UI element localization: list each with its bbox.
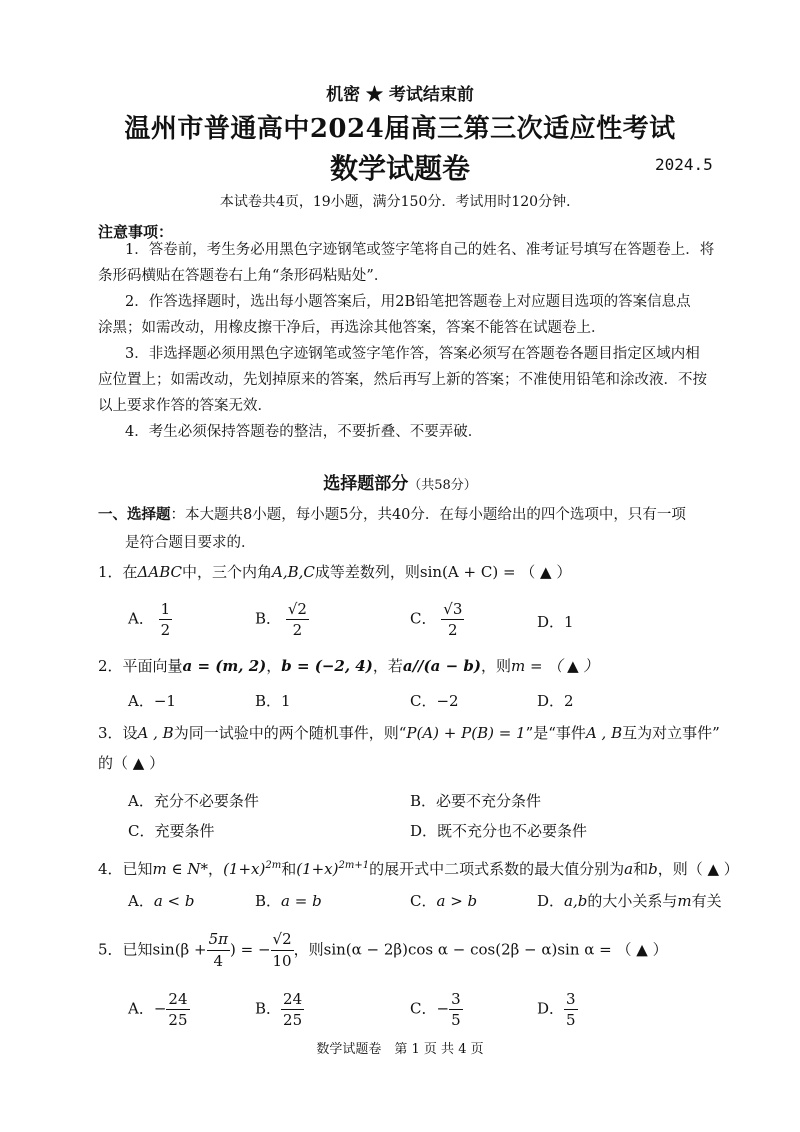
- q2-condition: a//(a − b): [402, 657, 481, 675]
- q4-option-c: [410, 890, 477, 911]
- q3-stem-b: 为同一试验中的两个随机事件，则“: [173, 724, 407, 742]
- q5-sin: sin(β +: [152, 940, 207, 959]
- q3-expr: P(A) + P(B) = 1: [406, 724, 526, 742]
- question-1-stem: [98, 563, 571, 582]
- q3-events: A , B: [137, 724, 174, 742]
- q4-expansion-2-exp: 2m+1: [338, 860, 370, 871]
- q4-option-c-math: a > b: [436, 892, 478, 910]
- q1-stem-b: 中，三个内角: [182, 563, 273, 581]
- q1-triangle: ΔABC: [137, 563, 182, 581]
- question-5-stem: [98, 930, 668, 971]
- q1-stem-c: 成等差数列，则: [314, 563, 420, 581]
- q5-eq: ) = −: [229, 940, 271, 959]
- q2-stem-b: ，若: [372, 657, 403, 675]
- exam-info: 本试卷共4页，19小题，满分150分．考试用时120分钟．: [219, 194, 581, 210]
- question-3-stem: [98, 724, 720, 743]
- q5-option-c-label: C．: [410, 999, 437, 1018]
- q4-option-d-m: m: [677, 892, 692, 910]
- note-2-line-1: 2．作答选择题时，选出每小题答案后，用2B铅笔把答题卷上对应题目选项的答案信息点: [125, 294, 691, 310]
- page-footer: 数学试题卷 第 1 页 共 4 页: [316, 1042, 484, 1057]
- q1-option-b: [255, 600, 309, 639]
- q4-option-c-label: C．: [410, 892, 437, 910]
- q2-stem-a: 2．平面向量: [98, 657, 183, 675]
- q1-option-b-fraction: [286, 600, 309, 639]
- q5-option-a-label: A．: [128, 999, 154, 1018]
- q5-f1-den: 4: [207, 950, 230, 971]
- q4-option-a-label: A．: [128, 892, 154, 910]
- q5-option-b-fraction: [281, 990, 304, 1029]
- q5-f1-num: 5π: [208, 930, 228, 948]
- q4-stem-c: 和: [281, 860, 297, 878]
- q1-b-num: √2: [287, 600, 307, 618]
- q1-c-num: √3: [443, 600, 463, 618]
- q1-stem-a: 1．在: [98, 563, 138, 581]
- q5-option-d: [537, 990, 578, 1029]
- q4-option-b-math: a = b: [281, 892, 322, 910]
- q5-expr: sin(α − 2β)cos α − cos(2β − α)sin α = （ ▲ ）: [323, 940, 668, 959]
- q1-option-a-label: A．: [128, 609, 154, 628]
- q2-stem-c: ，则: [480, 657, 511, 675]
- q1-expr: sin(A + C) = （ ▲ ）: [419, 563, 572, 581]
- note-1-line-1: 1．答卷前，考生务必用黑色字迹钢笔或签字笔将自己的姓名、准考证号填写在答题卷上．将: [125, 242, 715, 258]
- q4-var-b: b: [648, 860, 658, 878]
- q2-option-b: B．1: [255, 692, 291, 710]
- q1-b-den: 2: [286, 619, 309, 639]
- q5-option-b-label: B．: [255, 999, 282, 1018]
- note-2-line-2: 涂黑；如需改动，用橡皮擦干净后，再选涂其他答案，答案不能答在试题卷上．: [98, 320, 606, 336]
- section-subtitle: （共58分）: [408, 478, 477, 493]
- q5-c-den: 5: [451, 1011, 461, 1029]
- q5-f2-num: √2: [272, 930, 292, 948]
- exam-date: 2024.5: [655, 155, 713, 174]
- q4-option-b-label: B．: [255, 892, 282, 910]
- q2-option-c: C．−2: [410, 692, 459, 710]
- question-4-stem: [98, 856, 739, 879]
- section-title-text: 选择题部分: [323, 474, 409, 494]
- q3-stem-a: 3．设: [98, 724, 138, 742]
- q5-option-a-sign: −: [153, 999, 167, 1018]
- q1-option-c-label: C．: [410, 609, 437, 628]
- q1-option-a-fraction: [159, 600, 173, 639]
- q4-option-d: [537, 890, 722, 911]
- q4-var-a: a: [624, 860, 634, 878]
- q4-expansion-1-exp: 2m: [265, 860, 282, 871]
- q5-stem-b: ，则: [293, 940, 324, 959]
- part1-label: 一、选择题: [98, 506, 171, 523]
- q1-option-c-fraction: [441, 600, 464, 639]
- q5-option-d-fraction: [564, 990, 578, 1029]
- note-3-line-3: 以上要求作答的答案无效．: [98, 398, 272, 414]
- notes-title: 注意事项：: [98, 223, 174, 241]
- q5-option-c-fraction: [449, 990, 463, 1029]
- question-3-stem-line-2: 的（ ▲ ）: [98, 754, 165, 772]
- q1-c-den: 2: [441, 619, 464, 639]
- q5-fraction-1: [207, 930, 230, 971]
- q4-stem-f: ，则（ ▲ ）: [657, 860, 739, 878]
- q2-option-a: A．−1: [128, 692, 176, 710]
- q3-events-2: A , B: [585, 724, 623, 742]
- q4-option-a: [128, 890, 195, 911]
- part1-text: ：本大题共8小题，每小题5分，共40分．在每小题给出的四个选项中，只有一项: [170, 507, 686, 523]
- part1-instructions-line-2: 是符合题目要求的．: [125, 535, 256, 551]
- exam-title: 温州市普通高中2024届高三第三次适应性考试: [124, 114, 676, 144]
- q4-stem-b: ，: [208, 860, 224, 878]
- q5-f2-den: 10: [271, 950, 294, 971]
- q4-option-d-math: a,b: [564, 892, 588, 910]
- note-3-line-1: 3．非选择题必须用黑色字迹钢笔或签字笔作答，答案必须写在答题卷各题目指定区域内相: [125, 346, 700, 362]
- q4-option-d-text: 的大小关系与: [587, 892, 678, 910]
- q1-option-a: [128, 600, 172, 639]
- q1-a-den: 2: [160, 621, 171, 639]
- q5-option-c-sign: −: [436, 999, 450, 1018]
- q4-expansion-2: (1+x): [296, 860, 339, 878]
- q3-option-d: D．既不充分也不必要条件: [410, 822, 588, 840]
- q2-option-d: D．2: [537, 692, 574, 710]
- q5-a-num: 24: [168, 990, 188, 1008]
- paper-title: 数学试题卷: [329, 152, 470, 185]
- q5-option-a: [128, 990, 190, 1029]
- q4-stem-e: 和: [633, 860, 649, 878]
- q1-angles: A,B,C: [272, 563, 315, 581]
- q3-stem-d: 互为对立事件”: [622, 724, 720, 742]
- note-4: 4．考生必须保持答题卷的整洁，不要折叠、不要弄破．: [125, 424, 483, 440]
- q2-vector-b: b = (−2, 4): [281, 657, 373, 675]
- q4-expansion-1: (1+x): [223, 860, 266, 878]
- q2-vector-a: a = (m, 2): [182, 657, 267, 675]
- q4-option-b: [255, 890, 322, 911]
- confidential-label: 机密 ★ 考试结束前: [326, 85, 474, 105]
- q5-d-num: 3: [566, 990, 576, 1008]
- q3-option-a: A．充分不必要条件: [128, 792, 259, 810]
- q4-option-d-label: D．: [537, 892, 565, 910]
- q4-option-d-text-2: 有关: [691, 892, 722, 910]
- q4-stem-a: 4．已知: [98, 860, 153, 878]
- q3-option-b: B．必要不充分条件: [410, 792, 542, 810]
- q5-option-d-label: D．: [537, 999, 565, 1018]
- q1-a-num: 1: [160, 600, 171, 618]
- q2-sep: ，: [266, 657, 282, 675]
- part1-instructions-line-1: [98, 505, 686, 525]
- q5-c-num: 3: [451, 990, 461, 1008]
- section-title: [0, 469, 800, 494]
- q5-b-num: 24: [283, 990, 303, 1008]
- note-1-line-2: 条形码横贴在答题卷右上角“条形码粘贴处”．: [98, 268, 389, 284]
- q3-stem-c: ”是“事件: [525, 724, 586, 742]
- q5-b-den: 25: [283, 1011, 303, 1029]
- q4-stem-d: 的展开式中二项式系数的最大值分别为: [369, 860, 625, 878]
- q5-option-b: [255, 990, 304, 1029]
- q5-a-den: 25: [168, 1011, 188, 1029]
- q5-d-den: 5: [566, 1011, 576, 1029]
- q4-m-in-n: m ∈ N*: [152, 860, 209, 878]
- question-2-stem: [98, 657, 598, 676]
- q1-option-c: [410, 600, 464, 639]
- q5-fraction-2: [271, 930, 294, 971]
- q1-option-d: D．1: [537, 613, 574, 631]
- q5-option-a-fraction: [166, 990, 189, 1029]
- q3-option-c: C．充要条件: [128, 822, 215, 840]
- q5-stem-a: 5．已知: [98, 940, 153, 959]
- q5-option-c: [410, 990, 463, 1029]
- q1-option-b-label: B．: [255, 609, 282, 628]
- q2-stem-d: m = （ ▲ ）: [510, 657, 599, 675]
- q4-option-a-math: a < b: [153, 892, 195, 910]
- note-3-line-2: 应位置上；如需改动，先划掉原来的答案，然后再写上新的答案；不准使用铅笔和涂改液．不按: [98, 372, 707, 388]
